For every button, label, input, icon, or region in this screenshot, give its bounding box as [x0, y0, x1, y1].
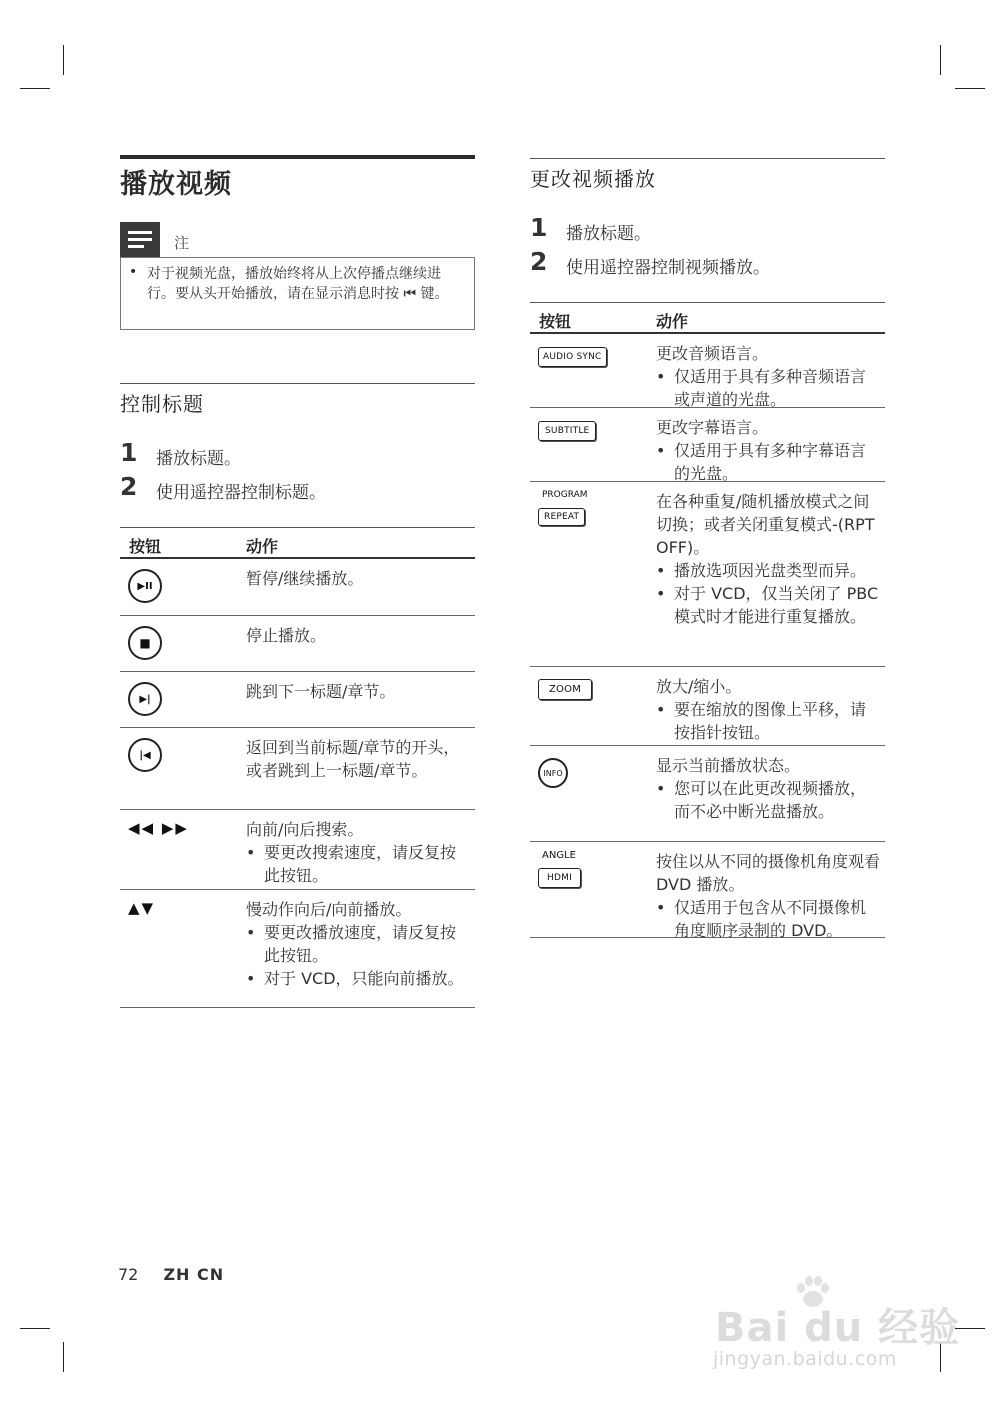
- info-button: [538, 758, 568, 788]
- table-row: [530, 746, 885, 842]
- section-rule: [530, 158, 885, 159]
- skip-next-icon: ▶|: [128, 682, 162, 716]
- action-text: 显示当前播放状态。: [656, 756, 801, 775]
- action-cell: [246, 624, 471, 647]
- action-bullet: • 对于 VCD，仅当关闭了 PBC 模式时才能进行重复播放。: [656, 582, 881, 628]
- action-cell: [656, 416, 881, 485]
- action-cell: [246, 898, 471, 990]
- crop-mark: [955, 88, 985, 89]
- action-cell: [656, 850, 881, 942]
- audio-sync-button: [538, 344, 607, 367]
- step-number: 2: [120, 472, 138, 501]
- action-text: 更改音频语言。: [656, 344, 769, 363]
- action-bullet: • 要在缩放的图像上平移，请按指针按钮。: [656, 698, 881, 744]
- note-icon: [120, 222, 160, 257]
- action-cell: [656, 490, 881, 628]
- angle-label: ANGLE: [542, 850, 576, 861]
- action-cell: [656, 342, 881, 411]
- crop-mark: [20, 88, 50, 89]
- watermark-brand: Bai du 经验: [715, 1305, 961, 1351]
- action-text: 跳到下一标题/章节。: [246, 682, 396, 701]
- note-text: 对于视频光盘，播放始终将从上次停播点继续进行。要从头开始播放，请在显示消息时按 ⏮ 键。: [147, 266, 449, 302]
- table-header: [120, 527, 475, 559]
- action-cell: [246, 818, 471, 887]
- action-text: 按住以从不同的摄像机角度观看 DVD 播放。: [656, 852, 881, 894]
- action-text: 更改字幕语言。: [656, 418, 769, 437]
- watermark: [705, 1268, 961, 1378]
- slow-motion-buttons: [128, 898, 155, 917]
- up-down-arrow-icon: ▲▼: [128, 899, 156, 917]
- title-rule: [120, 155, 475, 159]
- play-pause-icon: ▶II: [128, 569, 162, 603]
- action-text: 返回到当前标题/章节的开头，或者跳到上一标题/章节。: [246, 738, 460, 780]
- rewind-forward-icon: ◀◀ ▶▶: [128, 819, 189, 837]
- info-icon: INFO: [538, 758, 568, 788]
- table-row: [120, 810, 475, 890]
- table-row: [120, 728, 475, 810]
- note-label: 注: [174, 234, 190, 252]
- action-bullet: • 仅适用于具有多种音频语言或声道的光盘。: [656, 365, 881, 411]
- action-text: 慢动作向后/向前播放。: [246, 900, 412, 919]
- audio-sync-key: AUDIO SYNC: [538, 347, 607, 367]
- crop-mark: [63, 1342, 64, 1372]
- step-number: 1: [120, 438, 138, 467]
- action-cell: [246, 680, 471, 703]
- table-row: [530, 334, 885, 408]
- control-table: [120, 527, 475, 1008]
- action-bullet: • 您可以在此更改视频播放，而不必中断光盘播放。: [656, 777, 881, 823]
- table-header: [530, 302, 885, 334]
- crop-mark: [940, 45, 941, 75]
- page-footer: [118, 1265, 224, 1284]
- table-row: [530, 482, 885, 667]
- subtitle-button: [538, 418, 596, 441]
- subtitle-key: SUBTITLE: [538, 421, 596, 441]
- repeat-button: [538, 490, 588, 526]
- action-bullet: • 播放选项因光盘类型而异。: [656, 559, 881, 582]
- table-row: [530, 667, 885, 746]
- zoom-button: [538, 677, 592, 700]
- note-box: [120, 222, 475, 330]
- action-bullet: • 要更改搜索速度，请反复按此按钮。: [246, 841, 471, 887]
- action-cell: [656, 675, 881, 744]
- action-text: 在各种重复/随机播放模式之间切换；或者关闭重复模式-(RPT OFF)。: [656, 492, 875, 557]
- action-bullet: • 对于 VCD，只能向前播放。: [246, 967, 471, 990]
- column-header-button: 按钮: [539, 312, 572, 331]
- table-row: [120, 890, 475, 1008]
- step-number: 1: [530, 213, 548, 242]
- section-title-change-playback: 更改视频播放: [530, 167, 656, 191]
- table-row: [530, 842, 885, 938]
- action-bullet: • 仅适用于具有多种字幕语言的光盘。: [656, 439, 881, 485]
- crop-mark: [20, 1328, 50, 1329]
- zoom-key: ZOOM: [538, 679, 592, 700]
- watermark-url: jingyan.baidu.com: [713, 1348, 897, 1370]
- step-text: 播放标题。: [566, 224, 651, 244]
- table-row: [530, 408, 885, 482]
- section-title-control: 控制标题: [120, 392, 204, 416]
- page-number: 72: [118, 1265, 139, 1284]
- column-header-action: 动作: [246, 537, 279, 556]
- step-text: 使用遥控器控制标题。: [156, 483, 326, 503]
- stop-button: [128, 626, 162, 660]
- note-frame: [120, 257, 475, 330]
- action-bullet: • 仅适用于包含从不同摄像机角度顺序录制的 DVD。: [656, 896, 881, 942]
- table-row: [120, 672, 475, 728]
- skip-previous-icon: |◀: [128, 738, 162, 772]
- angle-button: [538, 850, 581, 888]
- search-buttons: [128, 818, 189, 837]
- action-cell: [246, 567, 471, 590]
- action-cell: [246, 736, 471, 782]
- crop-mark: [63, 45, 64, 75]
- action-text: 暂停/继续播放。: [246, 569, 364, 588]
- next-button: [128, 682, 162, 716]
- program-label: PROGRAM: [542, 490, 588, 500]
- previous-button: [128, 738, 162, 772]
- hdmi-key: HDMI: [538, 868, 581, 888]
- repeat-key: REPEAT: [538, 508, 585, 526]
- column-header-button: 按钮: [129, 537, 162, 556]
- action-text: 停止播放。: [246, 626, 327, 645]
- table-row: [120, 559, 475, 616]
- section-rule: [120, 383, 475, 384]
- action-cell: [656, 754, 881, 823]
- page-title: 播放视频: [120, 169, 232, 200]
- step-text: 播放标题。: [156, 449, 241, 469]
- action-text: 向前/向后搜索。: [246, 820, 364, 839]
- play-pause-button: [128, 569, 162, 603]
- bullet: •: [129, 264, 138, 280]
- stop-icon: ■: [128, 626, 162, 660]
- playback-table: [530, 302, 885, 938]
- step-number: 2: [530, 247, 548, 276]
- action-bullet: • 要更改播放速度，请反复按此按钮。: [246, 921, 471, 967]
- action-text: 放大/缩小。: [656, 677, 742, 696]
- step-text: 使用遥控器控制视频播放。: [566, 258, 770, 278]
- table-row: [120, 616, 475, 672]
- column-header-action: 动作: [656, 312, 689, 331]
- language-code: ZH CN: [163, 1265, 225, 1284]
